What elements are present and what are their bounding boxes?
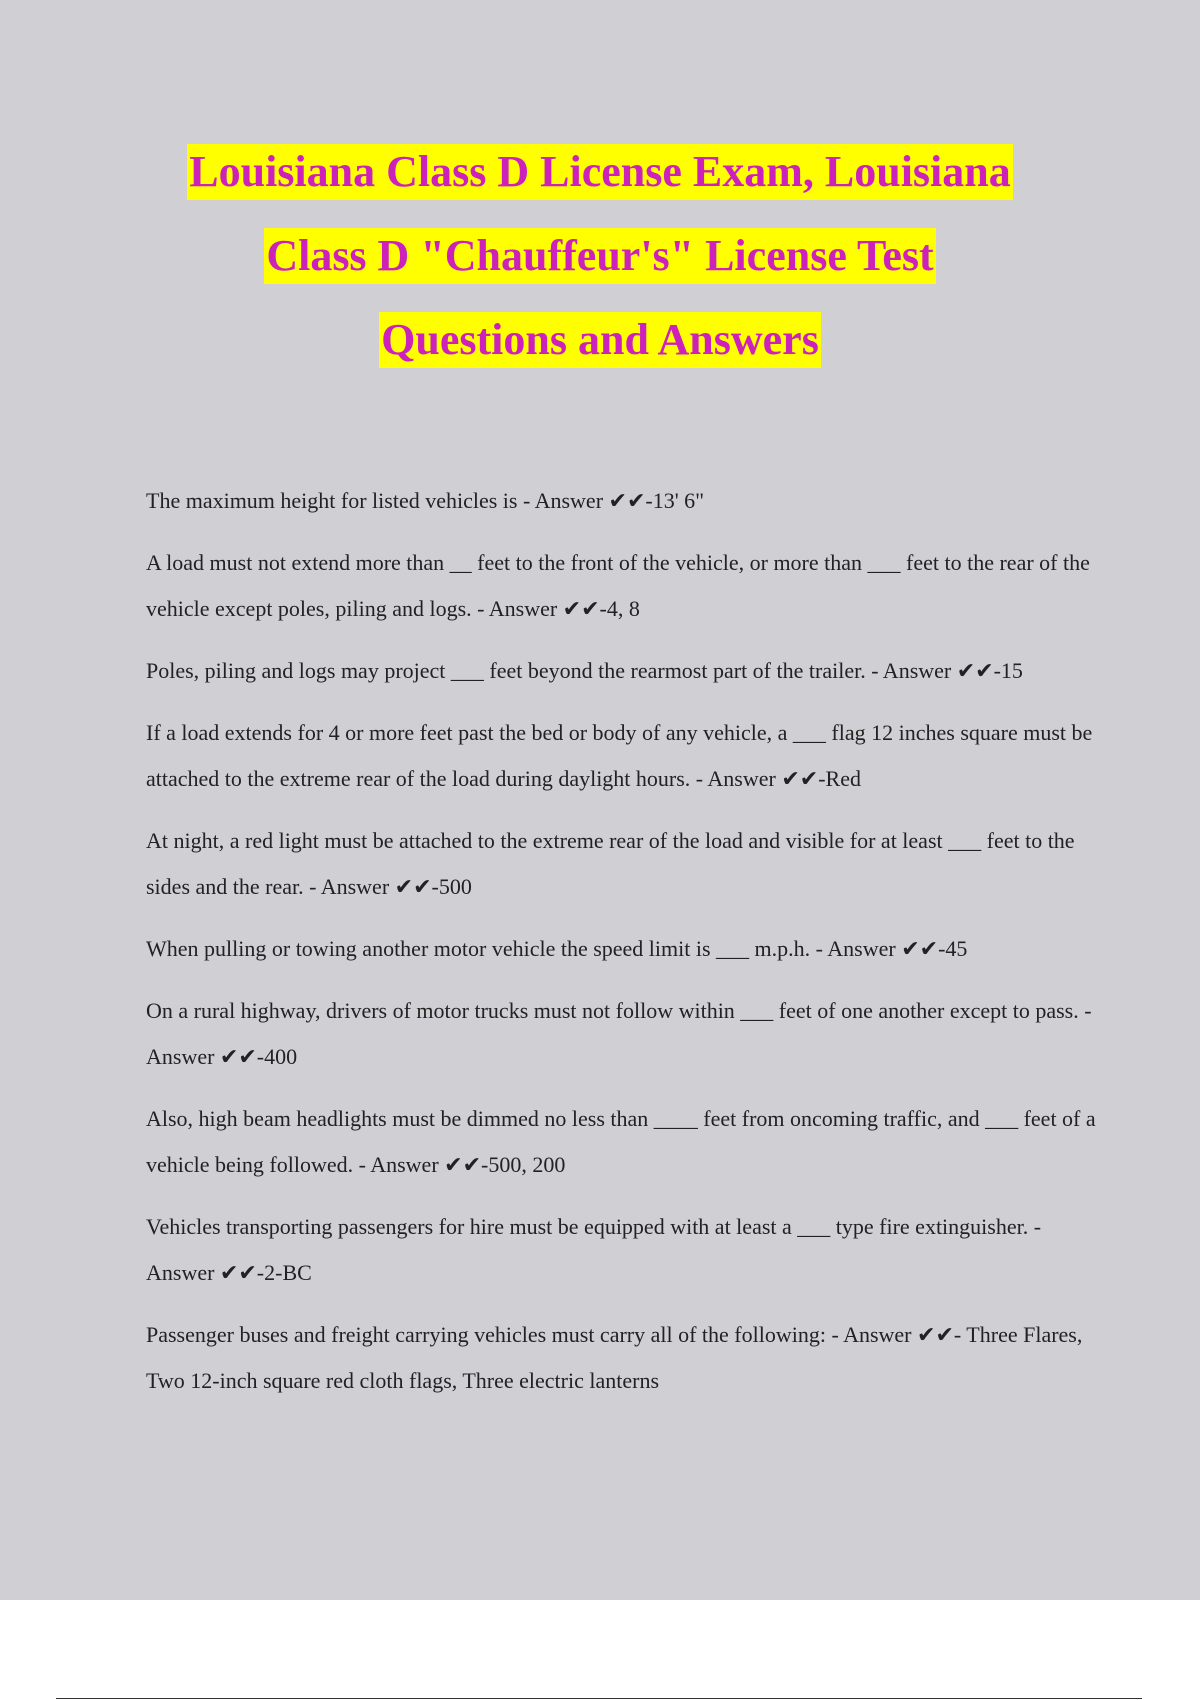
title-line-1-text: Louisiana Class D License Exam, Louisiana: [187, 144, 1013, 200]
qa-item: If a load extends for 4 or more feet past the bed or body of any vehicle, a ___ flag 12 inches square must be attached to the extreme rear of the load during daylight hours. - Answer ✔✔-Red: [146, 720, 1093, 791]
qa-item: Vehicles transporting passengers for hire must be equipped with at least a ___ type fire extinguisher. - Answer ✔✔-2-BC: [146, 1214, 1042, 1285]
title-line-3: [0, 308, 1200, 392]
title-line-3-text: Questions and Answers: [379, 312, 821, 368]
title-line-2-text: Class D "Chauffeur's" License Test: [264, 228, 935, 284]
document-title: [0, 140, 1200, 392]
qa-item: The maximum height for listed vehicles is - Answer ✔✔-13' 6": [146, 488, 705, 513]
qa-list: [146, 478, 1096, 1420]
qa-item: Passenger buses and freight carrying vehicles must carry all of the following: - Answer ✔✔- Three Flares, Two 12-inch square red cloth flags, Three electric lanterns: [146, 1322, 1083, 1393]
title-line-2: [0, 224, 1200, 308]
footer-divider: [56, 1698, 1142, 1699]
qa-item: Poles, piling and logs may project ___ feet beyond the rearmost part of the trailer. - Answer ✔✔-15: [146, 658, 1023, 683]
qa-item: At night, a red light must be attached to the extreme rear of the load and visible for at least ___ feet to the sides and the rear. - Answer ✔✔-500: [146, 828, 1075, 899]
qa-item: On a rural highway, drivers of motor trucks must not follow within ___ feet of one another except to pass. - Answer ✔✔-400: [146, 998, 1092, 1069]
qa-item: When pulling or towing another motor vehicle the speed limit is ___ m.p.h. - Answer ✔✔-45: [146, 936, 968, 961]
qa-item: A load must not extend more than __ feet to the front of the vehicle, or more than ___ feet to the rear of the vehicle except poles, piling and logs. - Answer ✔✔-4, 8: [146, 550, 1090, 621]
title-line-1: [0, 140, 1200, 224]
qa-item: Also, high beam headlights must be dimmed no less than ____ feet from oncoming traffic, and ___ feet of a vehicle being followed. - Answer ✔✔-500, 200: [146, 1106, 1096, 1177]
